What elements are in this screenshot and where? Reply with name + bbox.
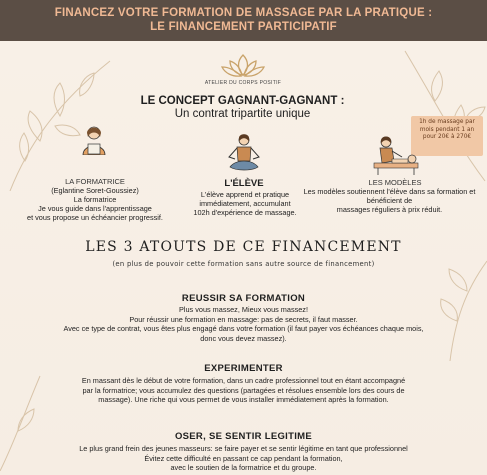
- note-line-2: mois pendant 1 an: [419, 126, 475, 133]
- modeles-line-2: bénéficient de: [366, 196, 413, 205]
- eleve-line-3: 102h d'expérience de massage.: [193, 208, 297, 217]
- section-text-oser: [20, 444, 467, 473]
- section-title-reussir: REUSSIR SA FORMATION: [181, 293, 306, 304]
- eleve-line-1: L'élève apprend et pratique: [200, 190, 290, 199]
- oser-line-3: avec le soutien de la formatrice et du groupe.: [170, 463, 317, 473]
- oser-line-1: Le plus grand frein des jeunes masseurs: se faire payer et se sentir légitime en tant que professionnel: [79, 444, 408, 453]
- modeles-title: LES MODÈLES: [368, 178, 422, 187]
- concept-subtitle: Un contrat tripartite unique: [174, 108, 311, 120]
- note-line-1: 1h de massage par: [419, 119, 475, 125]
- price-note: [411, 116, 483, 156]
- atouts-subtitle: (en plus de pouvoir cette formation sans autre source de financement): [112, 260, 375, 268]
- note-line-3: pour 20€ à 270€: [422, 134, 472, 141]
- eleve-meditation-icon: [226, 133, 262, 173]
- section-text-reussir: [20, 305, 467, 343]
- formatrice-line-3: Je vous guide dans l'apprentissage: [38, 204, 152, 213]
- formatrice-illustration-icon: [78, 125, 110, 155]
- section-text-experimenter: [20, 376, 467, 405]
- experimenter-line-3: massage). Une riche qui vous permet de vous installer immédiatement après la formation.: [98, 395, 389, 405]
- formatrice-line-4: et vous propose un échéancier progressif.: [27, 213, 163, 222]
- reussir-line-2: Pour réussir une formation en massage: pas de secrets, il faut masser.: [129, 314, 358, 324]
- top-banner: [0, 0, 487, 41]
- section-title-oser: OSER, SE SENTIR LEGITIME: [174, 431, 313, 442]
- content-card: [0, 41, 487, 475]
- formatrice-line-2: La formatrice: [73, 195, 117, 204]
- experimenter-line-1: En massant dès le début de votre formation, dans un cadre professionnel tout en étant accompagné: [81, 376, 406, 385]
- eleve-title: L'ÉLÈVE: [224, 178, 264, 189]
- experimenter-line-2: par la formatrice; vous accumulez des questions (partagées et résolues ensemble lors des cours de: [82, 385, 405, 395]
- formatrice-line-1: (Eglantine Soret-Goussiez): [51, 186, 139, 195]
- formatrice-title: LA FORMATRICE: [65, 177, 125, 186]
- section-title-experimenter: EXPERIMENTER: [204, 363, 283, 374]
- reussir-line-3: Avec ce type de contrat, vous êtes plus engagé dans votre formation (il faut payer vos échéances chaque mois,: [63, 324, 424, 334]
- atouts-title: LES 3 ATOUTS DE CE FINANCEMENT: [85, 239, 402, 255]
- formatrice-description: [10, 186, 180, 222]
- concept-title: LE CONCEPT GAGNANT-GAGNANT :: [140, 95, 345, 107]
- banner-line-1: FINANCEZ VOTRE FORMATION DE MASSAGE PAR LA PRATIQUE :: [54, 7, 433, 19]
- modeles-massage-icon: [372, 135, 420, 175]
- modeles-line-3: massages réguliers à prix réduit.: [336, 205, 443, 214]
- eleve-line-2: immédiatement, accumulant: [199, 199, 291, 208]
- modeles-description: [292, 187, 487, 214]
- leaf-branch-left-decoration: [0, 41, 120, 191]
- reussir-line-4: donc vous devez massez).: [200, 333, 287, 343]
- logo-text: ATELIER DU CORPS POSITIF: [204, 80, 282, 86]
- lotus-logo-icon: [218, 53, 268, 79]
- reussir-line-1: Plus vous massez, Mieux vous massez!: [179, 305, 308, 314]
- modeles-line-1: Les modèles soutiennent l'élève dans sa formation et: [303, 187, 476, 196]
- banner-line-2: LE FINANCEMENT PARTICIPATIF: [150, 21, 337, 33]
- oser-line-2: Évitez cette difficulté en passant ce cap pendant la formation,: [144, 453, 343, 463]
